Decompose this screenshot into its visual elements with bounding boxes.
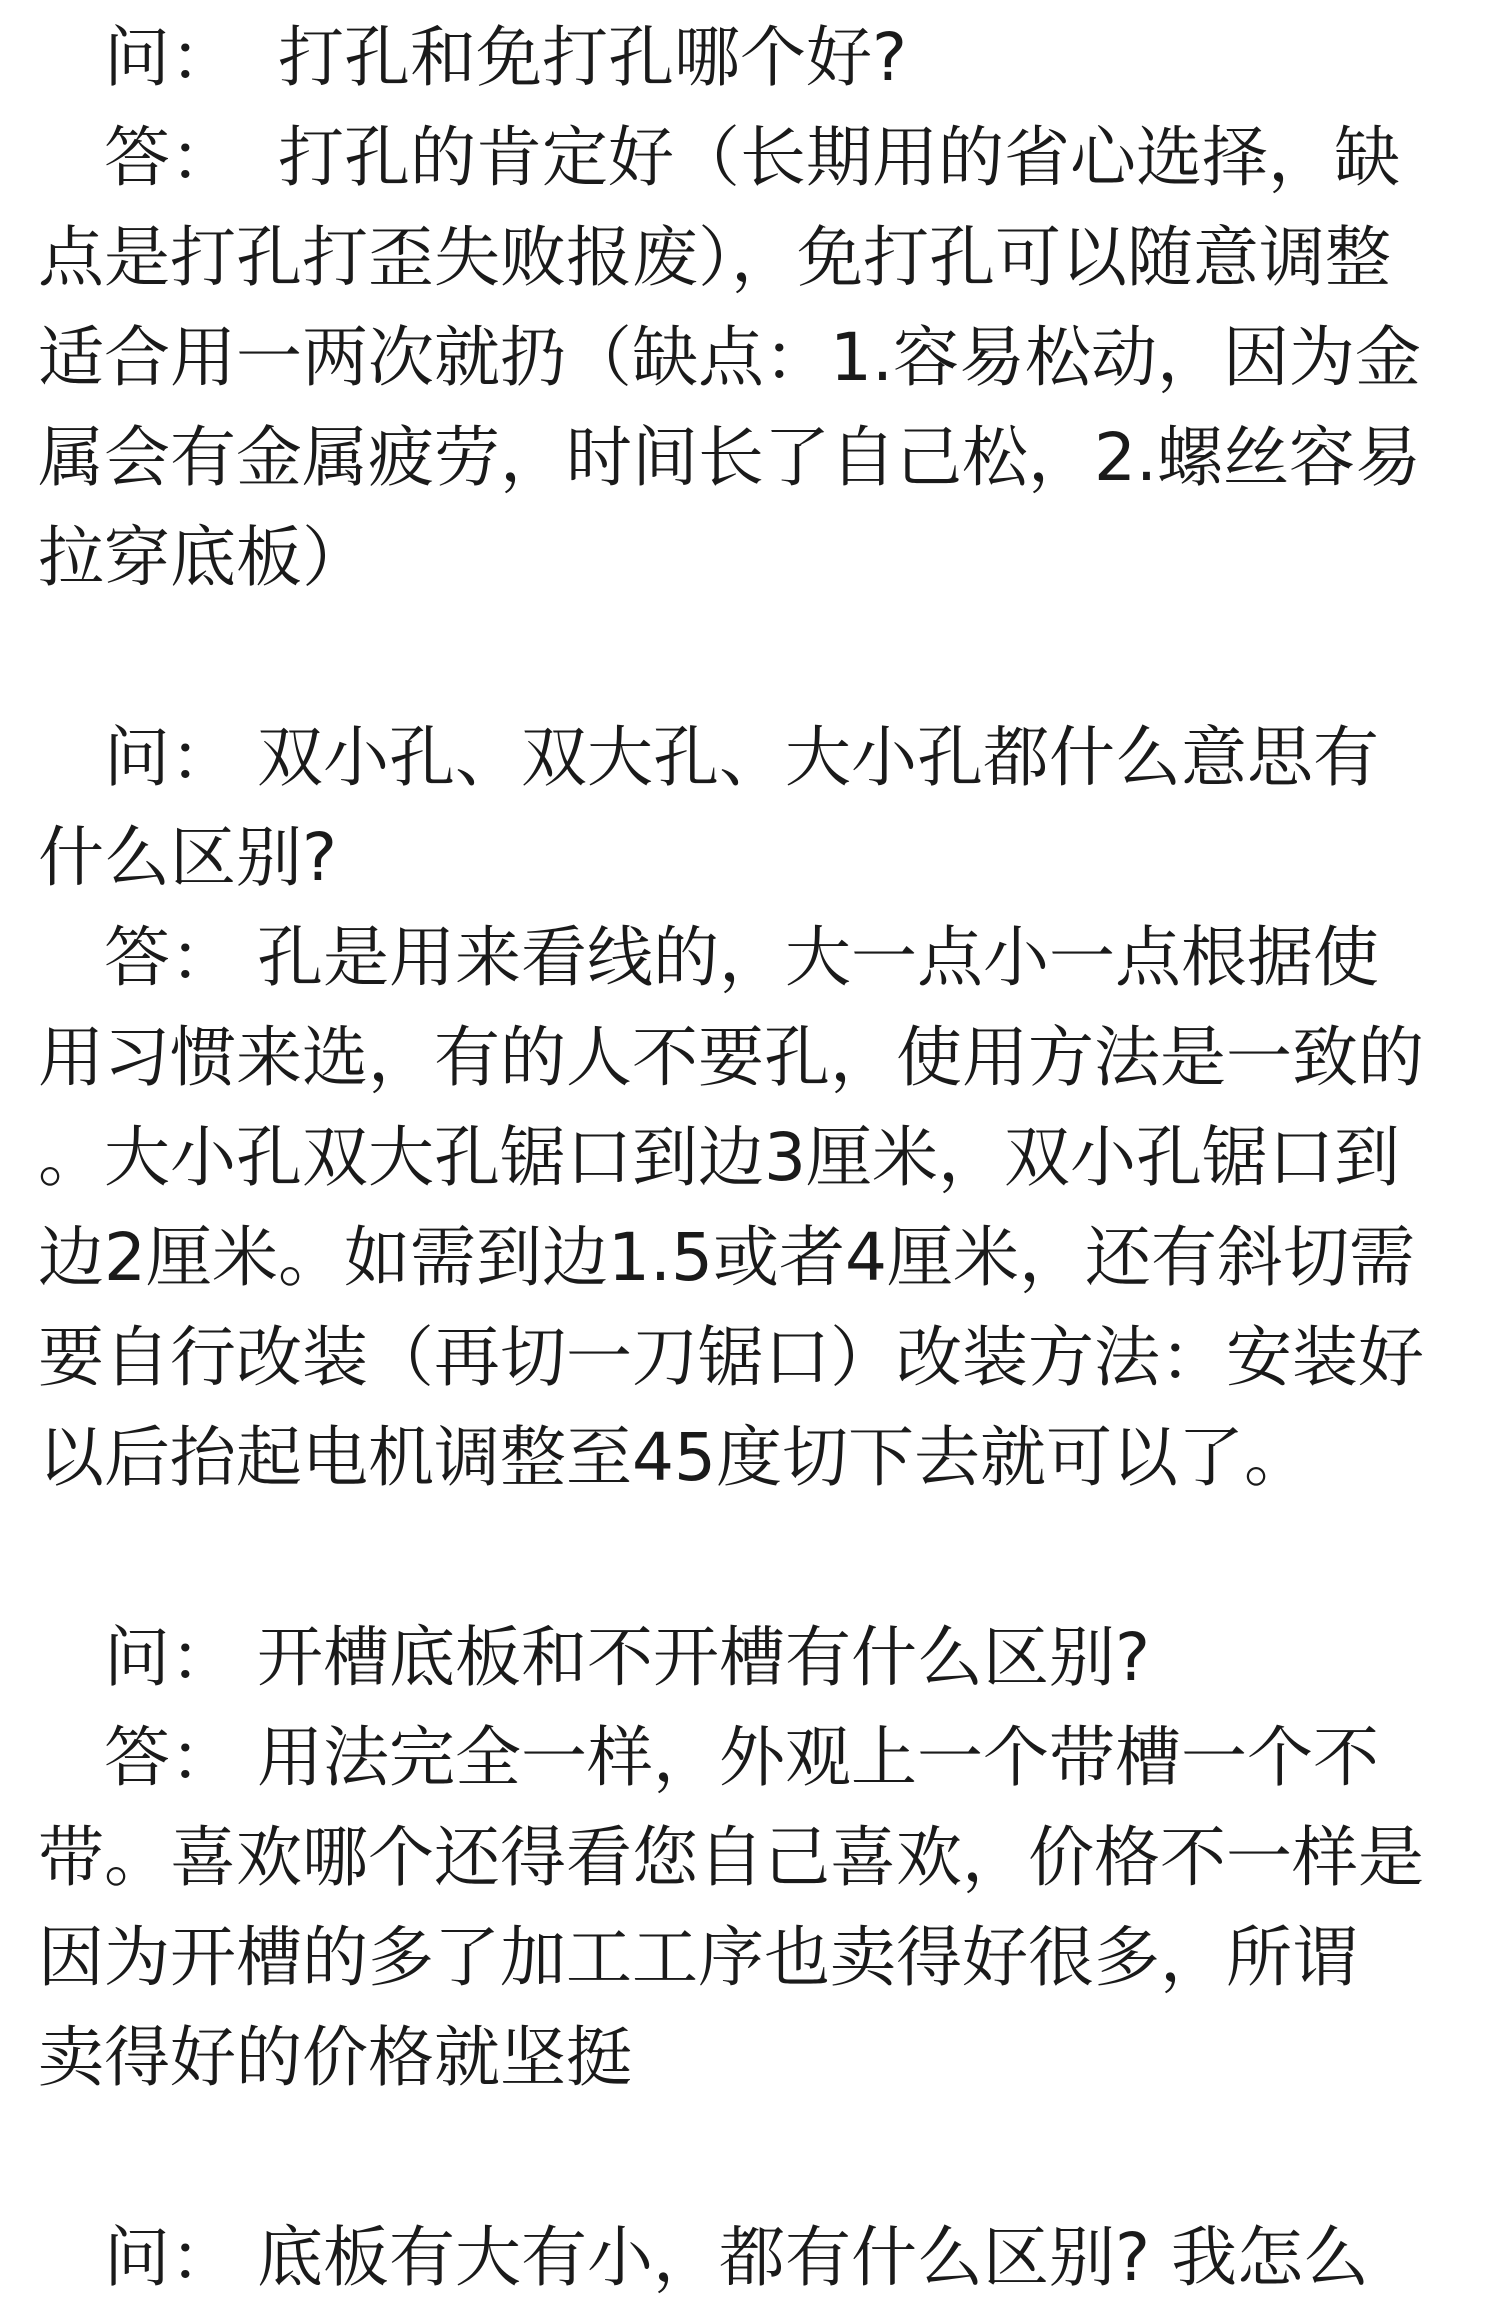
answer-1-line-1: 答： 打孔的肯定好（长期用的省心选择，缺 bbox=[38, 119, 1400, 196]
question-2-line-1: 问： 双小孔、双大孔、大小孔都什么意思有 bbox=[38, 719, 1379, 796]
paragraph-gap bbox=[38, 1508, 1468, 1608]
question-1-line: 问： 打孔和免打孔哪个好? bbox=[38, 19, 907, 96]
paragraph-gap bbox=[38, 608, 1468, 708]
question-2-line-2: 什么区别? bbox=[38, 819, 338, 896]
answer-1-line-4: 属会有金属疲劳，时间长了自己松，2.螺丝容易 bbox=[38, 419, 1421, 496]
answer-2-line-5: 要自行改装（再切一刀锯口）改装方法：安装好 bbox=[38, 1319, 1424, 1396]
answer-1-line-3: 适合用一两次就扔（缺点：1.容易松动，因为金 bbox=[38, 319, 1421, 396]
answer-2-line-4: 边2厘米。如需到边1.5或者4厘米，还有斜切需 bbox=[38, 1219, 1415, 1296]
answer-3-line-4: 卖得好的价格就坚挺 bbox=[38, 2019, 632, 2096]
answer-2-line-2: 用习惯来选，有的人不要孔，使用方法是一致的 bbox=[38, 1019, 1424, 1096]
answer-2-line-1: 答： 孔是用来看线的，大一点小一点根据使 bbox=[38, 919, 1379, 996]
answer-3-line-3: 因为开槽的多了加工工序也卖得好很多，所谓 bbox=[38, 1919, 1358, 1996]
answer-1-line-2: 点是打孔打歪失败报废），免打孔可以随意调整 bbox=[38, 219, 1391, 296]
paragraph-gap bbox=[38, 2108, 1468, 2208]
question-4-line-partial: 问： 底板有大有小，都有什么区别? 我怎么 bbox=[38, 2219, 1369, 2296]
answer-1-line-5: 拉穿底板） bbox=[38, 519, 368, 596]
faq-document bbox=[38, 8, 1468, 2308]
answer-3-line-2: 带。喜欢哪个还得看您自己喜欢，价格不一样是 bbox=[38, 1819, 1424, 1896]
answer-2-line-3: 。大小孔双大孔锯口到边3厘米，双小孔锯口到 bbox=[38, 1119, 1400, 1196]
answer-2-line-6: 以后抬起电机调整至45度切下去就可以了。 bbox=[38, 1419, 1310, 1496]
question-3-line: 问： 开槽底板和不开槽有什么区别? bbox=[38, 1619, 1151, 1696]
answer-3-line-1: 答： 用法完全一样，外观上一个带槽一个不 bbox=[38, 1719, 1379, 1796]
